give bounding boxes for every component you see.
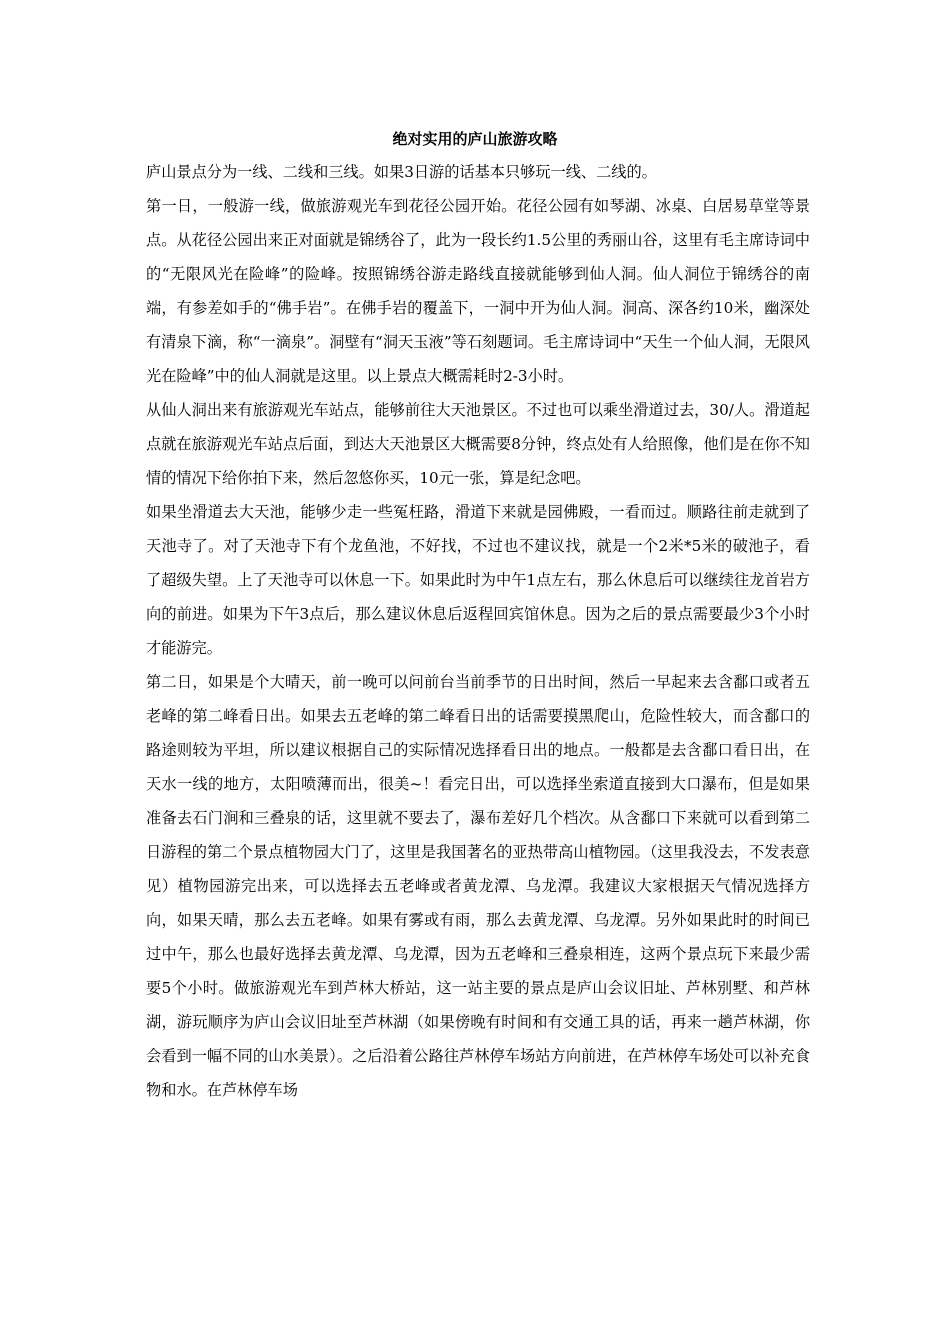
paragraph-3: 从仙人洞出来有旅游观光车站点，能够前往大天池景区。不过也可以乘坐滑道过去，30/人。滑道起点就在旅游观光车站点后面，到达大天池景区大概需要8分钟，终点处有人给照像，他们是在你不知情的情况下给你拍下来，然后忽悠你买，10元一张，算是纪念吧。 (146, 401, 810, 487)
document-title: 绝对实用的庐山旅游攻略 (392, 130, 558, 148)
paragraph-4: 如果坐滑道去大天池，能够少走一些冤枉路，滑道下来就是园佛殿，一看而过。顺路往前走就到了天池寺了。对了天池寺下有个龙鱼池，不好找，不过也不建议找，就是一个2米*5米的破池子，看了超级失望。上了天池寺可以休息一下。如果此时为中午1点左右，那么休息后可以继续往龙首岩方向的前进。如果为下午3点后，那么建议休息后返程回宾馆休息。因为之后的景点需要最少3个小时才能游完。 (146, 503, 810, 657)
document-body (146, 155, 810, 1107)
paragraph-5: 第二日，如果是个大晴天，前一晚可以问前台当前季节的日出时间，然后一早起来去含鄱口或者五老峰的第二峰看日出。如果去五老峰的第二峰看日出的话需要摸黑爬山，危险性较大，而含鄱口的路途则较为平坦，所以建议根据自己的实际情况选择看日出的地点。一般都是去含鄱口看日出，在天水一线的地方，太阳喷薄而出，很美~！看完日出，可以选择坐索道直接到大口瀑布，但是如果准备去石门涧和三叠泉的话，这里就不要去了，瀑布差好几个档次。从含鄱口下来就可以看到第二日游程的第二个景点植物园大门了，这里是我国著名的亚热带高山植物园。（这里我没去，不发表意见）植物园游完出来，可以选择去五老峰或者黄龙潭、乌龙潭。我建议大家根据天气情况选择方向，如果天晴，那么去五老峰。如果有雾或有雨，那么去黄龙潭、乌龙潭。另外如果此时的时间已过中午，那么也最好选择去黄龙潭、乌龙潭，因为五老峰和三叠泉相连，这两个景点玩下来最少需要5个小时。做旅游观光车到芦林大桥站，这一站主要的景点是庐山会议旧址、芦林别墅、和芦林湖，游玩顺序为庐山会议旧址至芦林湖（如果傍晚有时间和有交通工具的话，再来一趟芦林湖，你会看到一幅不同的山水美景）。之后沿着公路往芦林停车场站方向前进，在芦林停车场处可以补充食物和水。在芦林停车场 (146, 673, 810, 1099)
paragraph-2: 第一日，一般游一线，做旅游观光车到花径公园开始。花径公园有如琴湖、冰桌、白居易草堂等景点。从花径公园出来正对面就是锦绣谷了，此为一段长约1.5公里的秀丽山谷，这里有毛主席诗词中的“无限风光在险峰”的险峰。按照锦绣谷游走路线直接就能够到仙人洞。仙人洞位于锦绣谷的南端，有参差如手的“佛手岩”。在佛手岩的覆盖下，一洞中开为仙人洞。洞高、深各约10米，幽深处有清泉下滴，称“一滴泉”。洞壁有“洞天玉液”等石刻题词。毛主席诗词中“天生一个仙人洞，无限风光在险峰”中的仙人洞就是这里。以上景点大概需耗时2-3小时。 (146, 197, 810, 385)
paragraph-1: 庐山景点分为一线、二线和三线。如果3日游的话基本只够玩一线、二线的。 (146, 163, 657, 181)
